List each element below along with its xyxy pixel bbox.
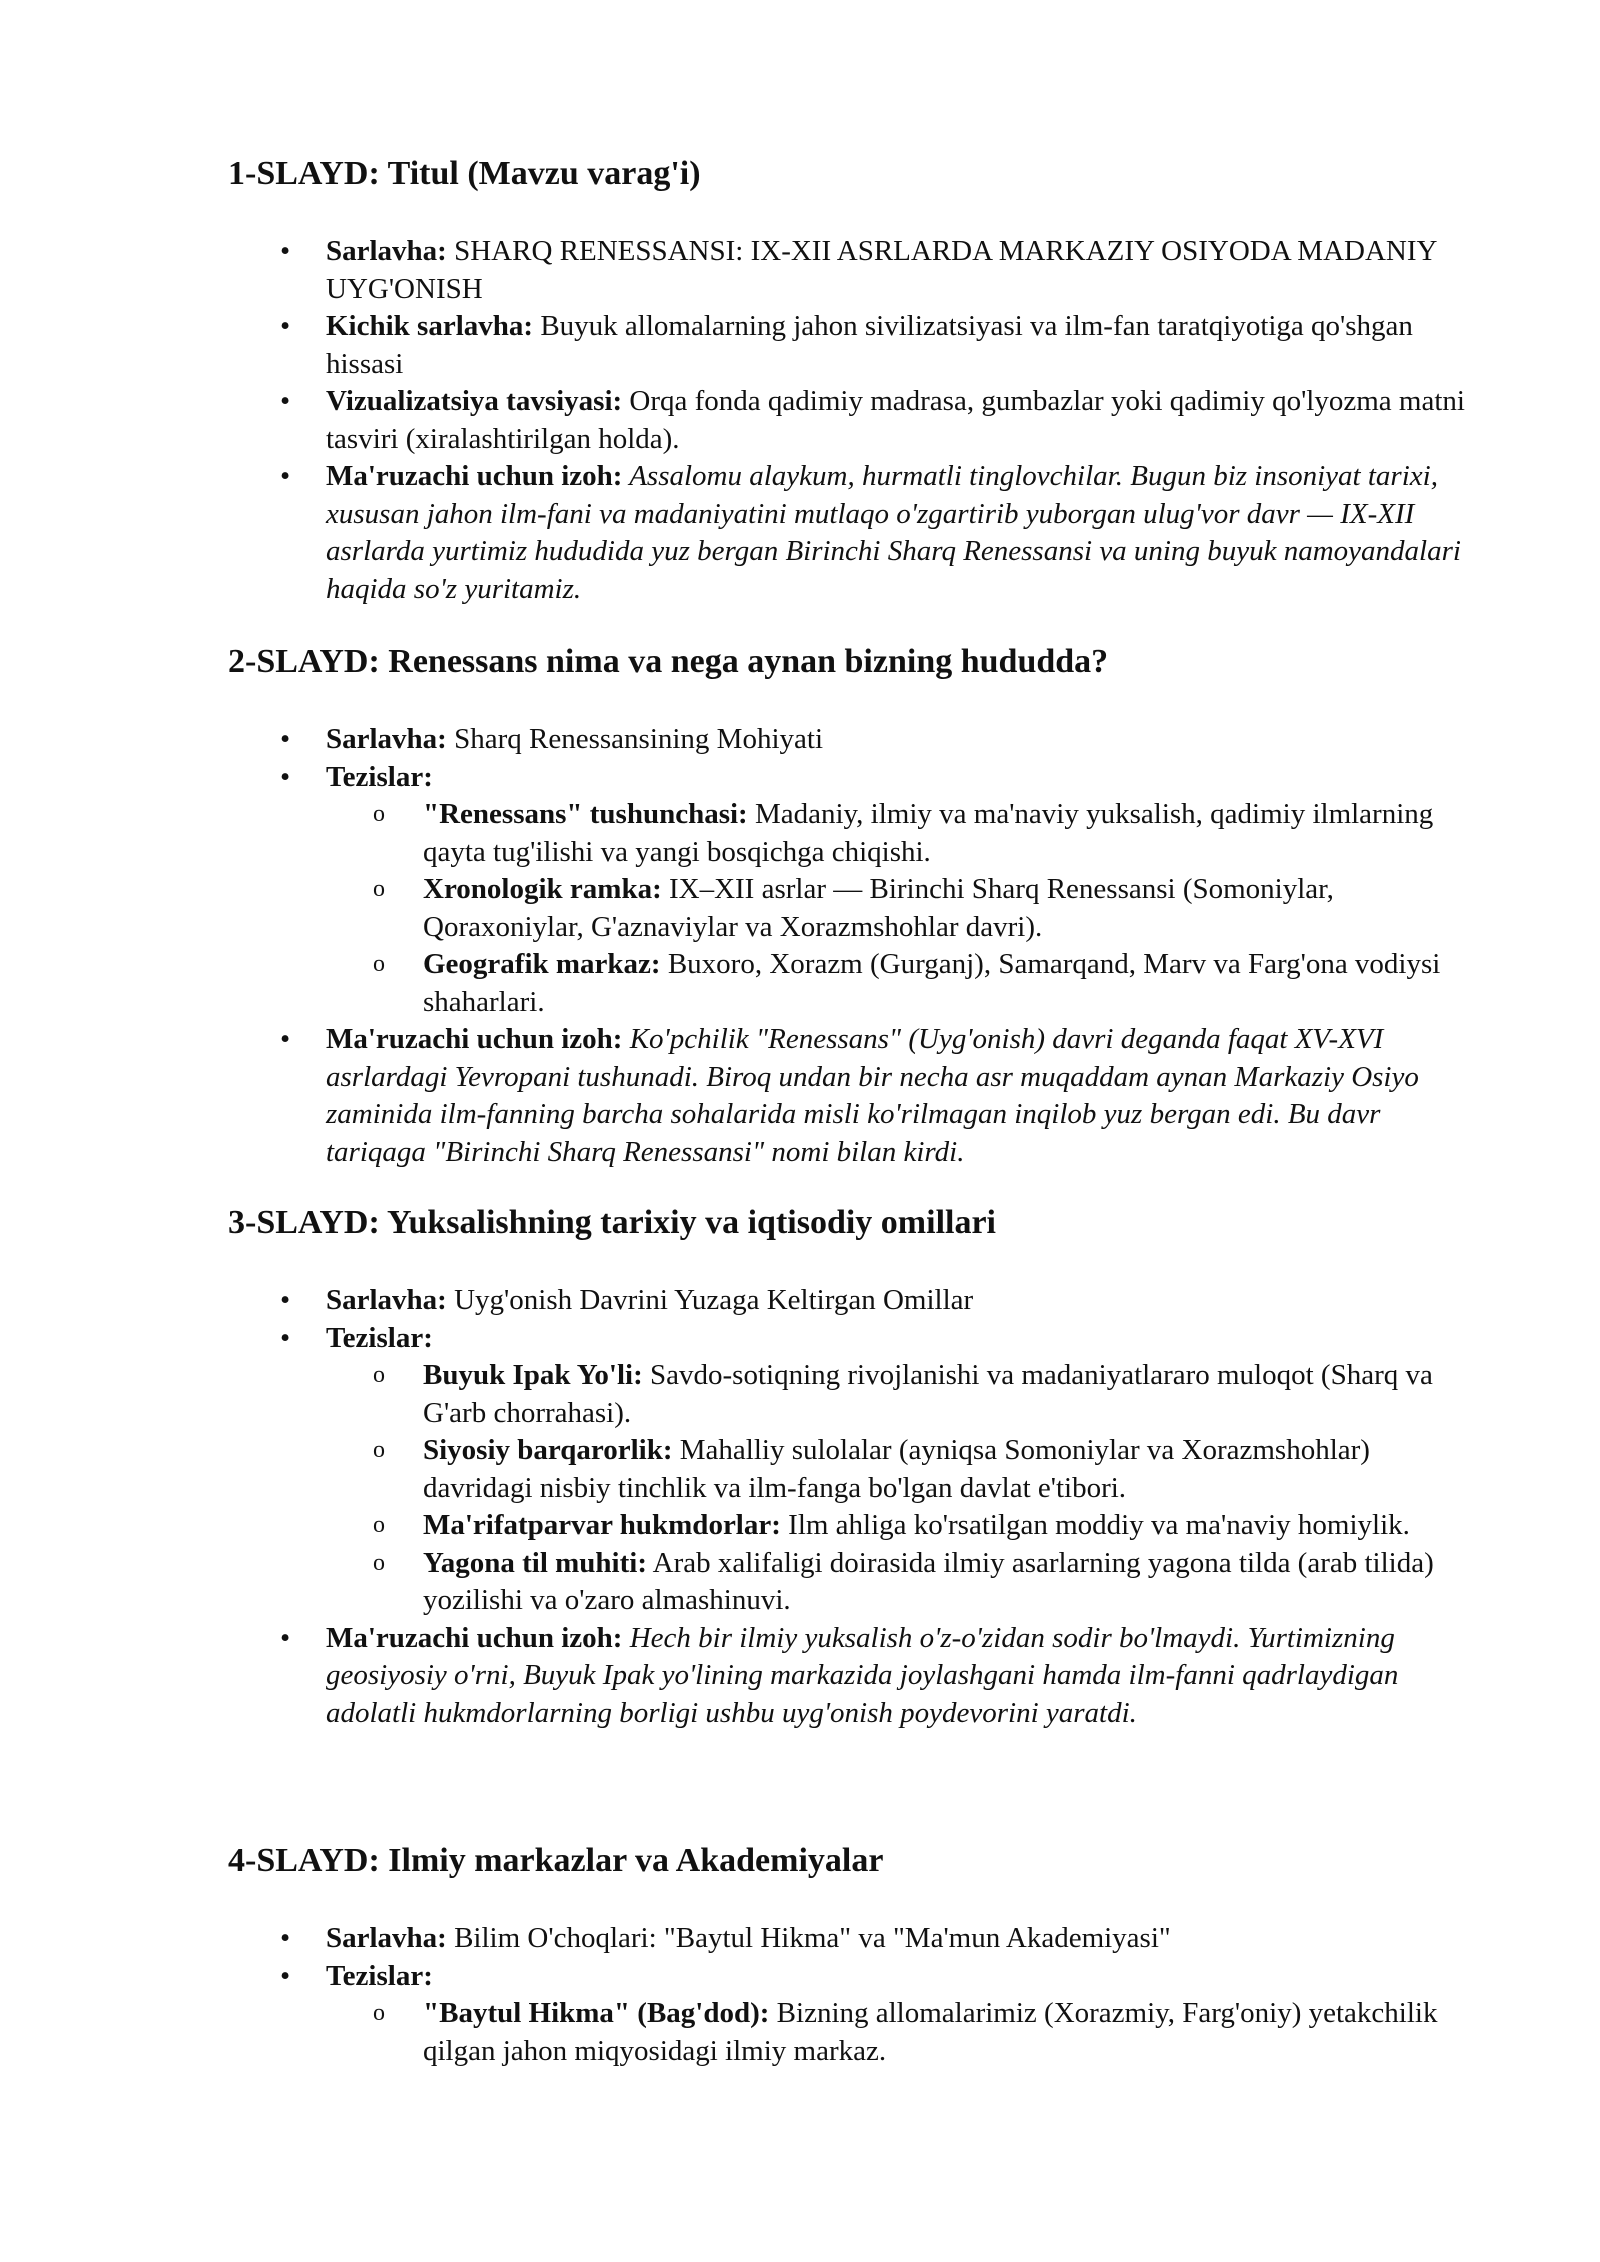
bullet-label: Tezislar:: [326, 1959, 433, 1992]
slide-4-bullet-list: [0, 1920, 1600, 2070]
thesis-text: Arab xalifaligi doirasida ilmiy asarlarning yagona tilda (arab tilida) yozilishi va o'zaro almashinuvi.: [423, 1546, 1434, 1616]
bullet-text: Sharq Renessansining Mohiyati: [446, 723, 824, 755]
thesis-label: Siyosiy barqarorlik:: [423, 1434, 673, 1466]
thesis-label: Ma'rifatparvar hukmdorlar:: [423, 1509, 781, 1541]
bullet-text: Bilim O'choqlari: "Baytul Hikma" va "Ma'mun Akademiyasi": [446, 1922, 1171, 1954]
slide-2-thesis-3: [326, 946, 1476, 1021]
bullet-text: SHARQ RENESSANSI: IX-XII ASRLARDA MARKAZIY OSIYODA MADANIY UYG'ONISH: [326, 235, 1437, 305]
bullet-text: Assalomu alaykum, hurmatli tinglovchilar. Bugun biz insoniyat tarixi, xususan jahon ilm-fani va madaniyatini mutlaqo o'zgartirib yuborgan ulug'vor davr — IX-XII asrlarda yurtimiz hududida yuz bergan Birinchi Sharq Renessansi va uning buyuk namoyandalari haqida so'z yuritamiz.: [326, 460, 1461, 605]
bullet-label: Ma'ruzachi uchun izoh:: [326, 1023, 623, 1055]
slide-2-thesis-2: [326, 871, 1476, 946]
bullet-label: Sarlavha:: [326, 235, 447, 267]
slide-4-title-item: [0, 1920, 1576, 1958]
bullet-text: Uyg'onish Davrini Yuzaga Keltirgan Omillar: [446, 1284, 974, 1316]
slide-2-theses-list: [0, 796, 1476, 1021]
thesis-text: Bizning allomalarimiz (Xorazmiy, Farg'oniy) yetakchilik qilgan jahon miqyosidagi ilmiy markaz.: [423, 1997, 1438, 2067]
thesis-text: Ilm ahliga ko'rsatilgan moddiy va ma'naviy homiylik.: [780, 1509, 1410, 1541]
slide-3-theses-item: [0, 1320, 1576, 1620]
thesis-text: IX–XII asrlar — Birinchi Sharq Renessansi (Somoniylar, Qoraxoniylar, G'aznaviylar va Xorazmshohlar davri).: [423, 873, 1334, 943]
slide-1-bullet-list: [0, 233, 1600, 608]
thesis-label: Yagona til muhiti:: [423, 1546, 647, 1579]
bullet-label: Kichik sarlavha:: [326, 310, 534, 342]
slide-2-bullet-list: [0, 721, 1600, 1171]
thesis-label: "Renessans" tushunchasi:: [423, 798, 748, 830]
slide-3-heading: 3-SLAYD: Yuksalishning tarixiy va iqtisodiy omillari: [228, 1204, 997, 1241]
bullet-label: Tezislar:: [326, 760, 433, 793]
slide-2-thesis-1: [326, 796, 1476, 871]
slide-2-speaker-note-item: [0, 1021, 1576, 1171]
bullet-text: Orqa fonda qadimiy madrasa, gumbazlar yoki qadimiy qo'lyozma matni tasviri (xiralashtirilgan holda).: [326, 385, 1465, 455]
bullet-label: Vizualizatsiya tavsiyasi:: [326, 385, 623, 417]
slide-3-title-item: [0, 1282, 1576, 1320]
thesis-text: Madaniy, ilmiy va ma'naviy yuksalish, qadimiy ilmlarning qayta tug'ilishi va yangi bosqichga chiqishi.: [423, 798, 1434, 868]
thesis-label: Buyuk Ipak Yo'li:: [423, 1359, 643, 1391]
slide-1-subtitle-item: [0, 308, 1576, 383]
slide-2-heading: 2-SLAYD: Renessans nima va nega aynan bizning hududda?: [228, 643, 1109, 680]
slide-4-thesis-1: [326, 1995, 1476, 2070]
slide-2-theses-item: [0, 759, 1576, 1022]
slide-3-speaker-note-item: [0, 1620, 1576, 1733]
bullet-label: Ma'ruzachi uchun izoh:: [326, 460, 623, 492]
thesis-text: Mahalliy sulolalar (ayniqsa Somoniylar va Xorazmshohlar) davridagi nisbiy tinchlik va ilm-fanga bo'lgan davlat e'tibori.: [423, 1434, 1370, 1504]
thesis-label: Xronologik ramka:: [423, 873, 662, 905]
slide-3-thesis-1: [326, 1357, 1476, 1432]
bullet-text: Hech bir ilmiy yuksalish o'z-o'zidan sodir bo'lmaydi. Yurtimizning geosiyosiy o'rni, Buyuk Ipak yo'lining markazida joylashgani hamda ilm-fanni qadrlaydigan adolatli hukmdorlarning borligi ushbu uyg'onish poydevorini yaratdi.: [326, 1621, 1399, 1729]
bullet-label: Ma'ruzachi uchun izoh:: [326, 1621, 623, 1654]
slide-2-title-item: [0, 721, 1576, 759]
bullet-label: Sarlavha:: [326, 1284, 447, 1316]
bullet-label: Tezislar:: [326, 1321, 433, 1354]
slide-3-thesis-3: [326, 1507, 1476, 1545]
slide-1-heading: 1-SLAYD: Titul (Mavzu varag'i): [228, 155, 701, 192]
slide-3-bullet-list: [0, 1282, 1600, 1732]
bullet-label: Sarlavha:: [326, 723, 447, 755]
thesis-label: Geografik markaz:: [423, 948, 661, 980]
bullet-label: Sarlavha:: [326, 1922, 447, 1954]
slide-1-speaker-note-item: [0, 458, 1576, 608]
bullet-text: Buyuk allomalarning jahon sivilizatsiyasi va ilm-fan taratqiyotiga qo'shgan hissasi: [326, 310, 1413, 380]
thesis-text: Savdo-sotiqning rivojlanishi va madaniyatlararo muloqot (Sharq va G'arb chorrahasi).: [423, 1359, 1433, 1429]
slide-4-heading: 4-SLAYD: Ilmiy markazlar va Akademiyalar: [228, 1842, 884, 1879]
slide-1-title-item: [0, 233, 1576, 308]
slide-3-theses-list: [0, 1357, 1476, 1620]
slide-4-theses-item: [0, 1958, 1576, 2071]
slide-3-thesis-2: [326, 1432, 1476, 1507]
slide-4-theses-list: [0, 1995, 1476, 2070]
slide-3-thesis-4: [326, 1545, 1476, 1620]
thesis-text: Buxoro, Xorazm (Gurganj), Samarqand, Marv va Farg'ona vodiysi shaharlari.: [423, 948, 1441, 1018]
thesis-label: "Baytul Hikma" (Bag'dod):: [423, 1997, 770, 2029]
bullet-text: Ko'pchilik "Renessans" (Uyg'onish) davri deganda faqat XV-XVI asrlardagi Yevropani tushunadi. Biroq undan bir necha asr muqaddam aynan Markaziy Osiyo zaminida ilm-fanning barcha sohalarida misli ko'rilmagan inqilob yuz bergan edi. Bu davr tariqaga "Birinchi Sharq Renessansi" nomi bilan kirdi.: [326, 1023, 1419, 1168]
slide-1-visual-item: [0, 383, 1576, 458]
